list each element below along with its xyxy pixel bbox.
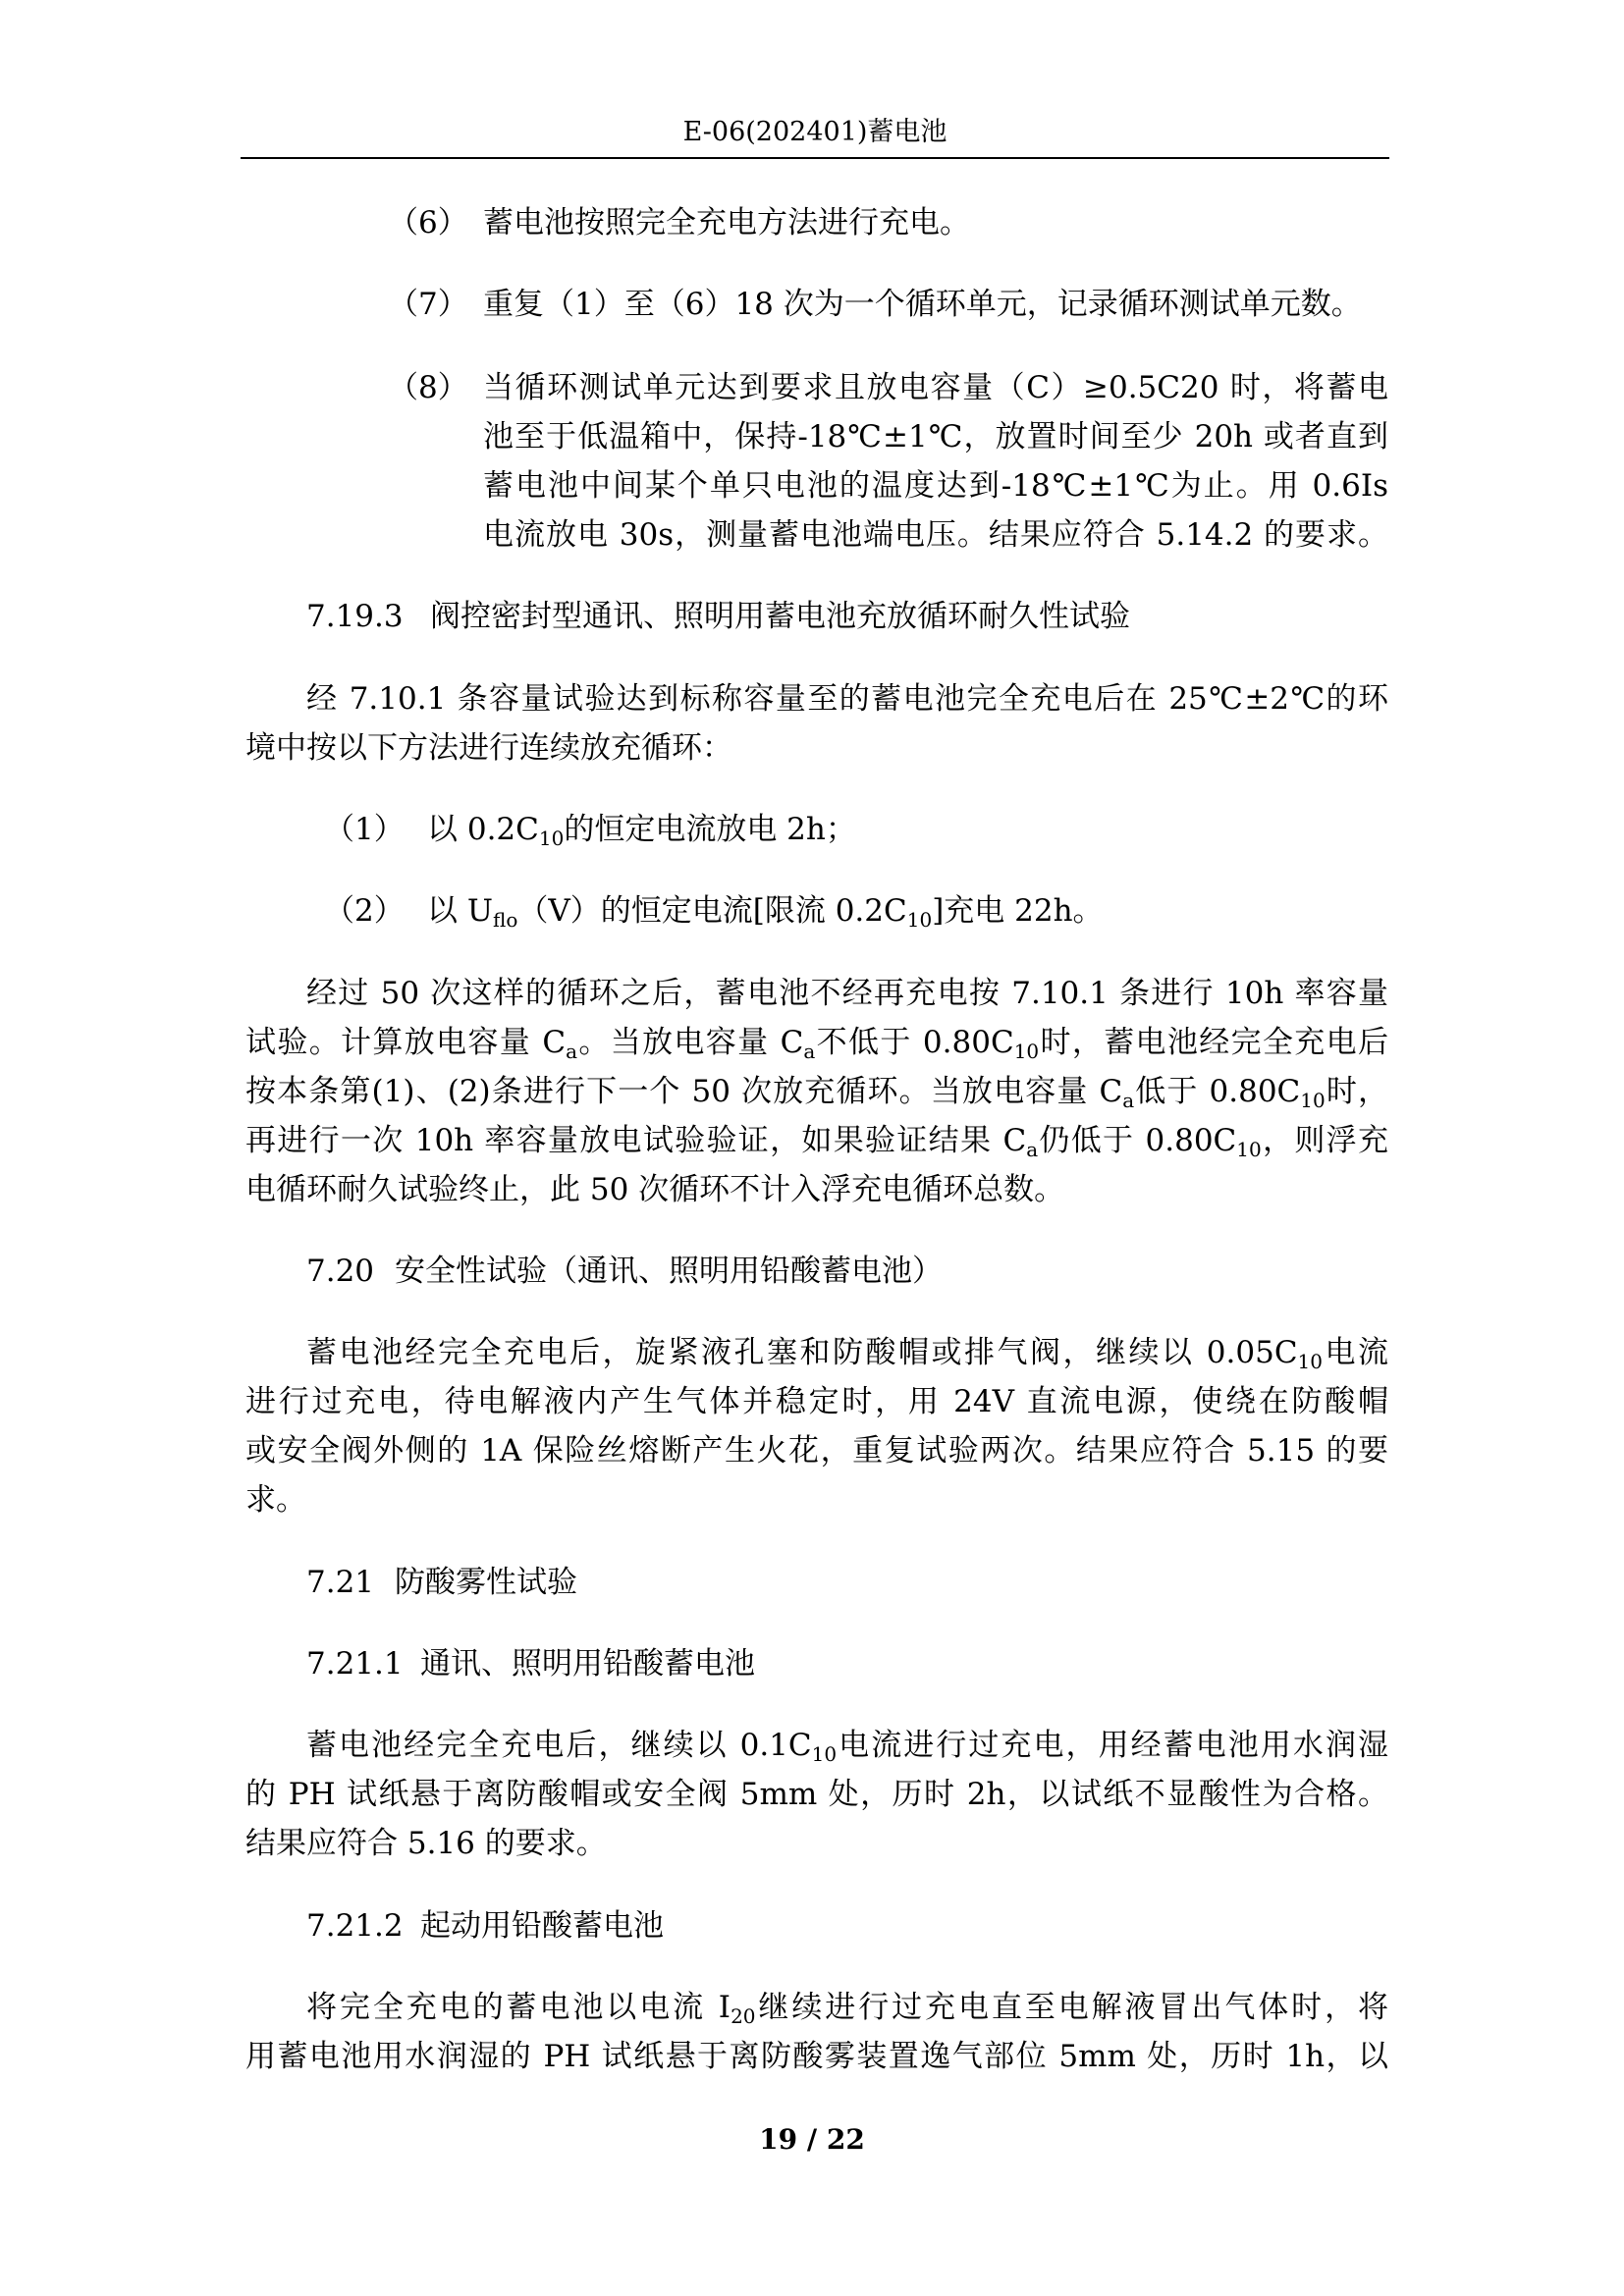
paragraph-line: 结果应符合 5.16 的要求。 xyxy=(245,1826,607,1861)
item-number: （6） xyxy=(388,205,468,240)
item-text: 蓄电池按照完全充电方法进行充电。 xyxy=(483,205,970,240)
paragraph-line: 用蓄电池用水润湿的 PH 试纸悬于离防酸雾装置逸气部位 5mm 处，历时 1h，以 xyxy=(245,2039,1388,2074)
paragraph-line: 按本条第(1)、(2)条进行下一个 50 次放充循环。当放电容量 $C_a$低于 $0.80C_{10}$时， xyxy=(245,1074,1388,1112)
item-number: （7） xyxy=(388,287,468,322)
paragraph-line: 试验。计算放电容量 $C_a$。当放电容量 $C_a$不低于 $0.80C_{10}$时，蓄电池经完全充电后 xyxy=(245,1025,1388,1063)
item-number: （8） xyxy=(388,370,468,405)
item-text-line: 池至于低温箱中，保持-18℃±1℃，放置时间至少 20h 或者直到 xyxy=(483,419,1388,454)
item-number: （1） xyxy=(324,812,405,847)
paragraph-line: 或安全阀外侧的 1A 保险丝熔断产生火花，重复试验两次。结果应符合 5.15 的要 xyxy=(245,1433,1388,1468)
item-text: 以 $U_{flo}(V)$的恒定电流[限流 $0.2C_{10}$]充电 22h。 xyxy=(427,893,1104,932)
item-text: 以 $0.2C_{10}$的恒定电流放电 2h； xyxy=(427,812,856,850)
section-title: 通讯、照明用铅酸蓄电池 xyxy=(420,1646,755,1682)
item-text-line: 电流放电 30s，测量蓄电池端电压。结果应符合 5.14.2 的要求。 xyxy=(483,517,1388,553)
item-text: 重复（1）至（6）18 次为一个循环单元，记录循环测试单元数。 xyxy=(483,287,1362,322)
section-number: 7.21 xyxy=(306,1565,375,1600)
paragraph-line: 将完全充电的蓄电池以电流 $I_{20}$继续进行过充电直至电解液冒出气体时，将 xyxy=(306,1990,1388,2028)
paragraph-line: 求。 xyxy=(245,1482,306,1518)
item-text-line: 蓄电池中间某个单只电池的温度达到-18℃±1℃为止。用 0.6Is xyxy=(483,468,1388,504)
paragraph-line: 的 PH 试纸悬于离防酸帽或安全阀 5mm 处，历时 2h，以试纸不显酸性为合格。 xyxy=(245,1777,1388,1812)
paragraph-line: 再进行一次 10h 率容量放电试验验证，如果验证结果 $C_a$仍低于 $0.80C_{10}$，则浮充 xyxy=(245,1123,1388,1161)
section-number: 7.21.2 xyxy=(306,1908,404,1944)
paragraph-line: 蓄电池经完全充电后，继续以 $0.1C_{10}$电流进行过充电，用经蓄电池用水润湿 xyxy=(306,1728,1389,1766)
header-rule xyxy=(241,157,1389,159)
section-title: 防酸雾性试验 xyxy=(395,1565,577,1600)
section-title: 起动用铅酸蓄电池 xyxy=(420,1908,664,1944)
section-title: 阀控密封型通讯、照明用蓄电池充放循环耐久性试验 xyxy=(430,599,1130,634)
paragraph-line: 经 7.10.1 条容量试验达到标称容量至的蓄电池完全充电后在 25℃±2℃的环 xyxy=(306,681,1388,717)
section-number: 7.21.1 xyxy=(306,1646,404,1682)
paragraph-line: 蓄电池经完全充电后，旋紧液孔塞和防酸帽或排气阀，继续以 $0.05C_{10}$电流 xyxy=(306,1335,1388,1373)
section-number: 7.20 xyxy=(306,1254,375,1289)
section-title: 安全性试验（通讯、照明用铅酸蓄电池） xyxy=(395,1254,943,1289)
paragraph-line: 境中按以下方法进行连续放充循环： xyxy=(245,730,732,766)
page-number: 19 / 22 xyxy=(759,2123,865,2156)
section-number: 7.19.3 xyxy=(306,599,404,634)
paragraph-line: 进行过充电，待电解液内产生气体并稳定时，用 24V 直流电源，使绕在防酸帽 xyxy=(245,1384,1388,1419)
paragraph-line: 电循环耐久试验终止，此 50 次循环不计入浮充电循环总数。 xyxy=(245,1172,1065,1207)
paragraph-line: 经过 50 次这样的循环之后，蓄电池不经再充电按 7.10.1 条进行 10h 率容量 xyxy=(306,976,1388,1011)
item-number: （2） xyxy=(324,893,405,929)
page-header: E-06(202401)蓄电池 xyxy=(682,117,947,147)
item-text-line: 当循环测试单元达到要求且放电容量（C）≥0.5C20 时，将蓄电 xyxy=(483,370,1388,405)
